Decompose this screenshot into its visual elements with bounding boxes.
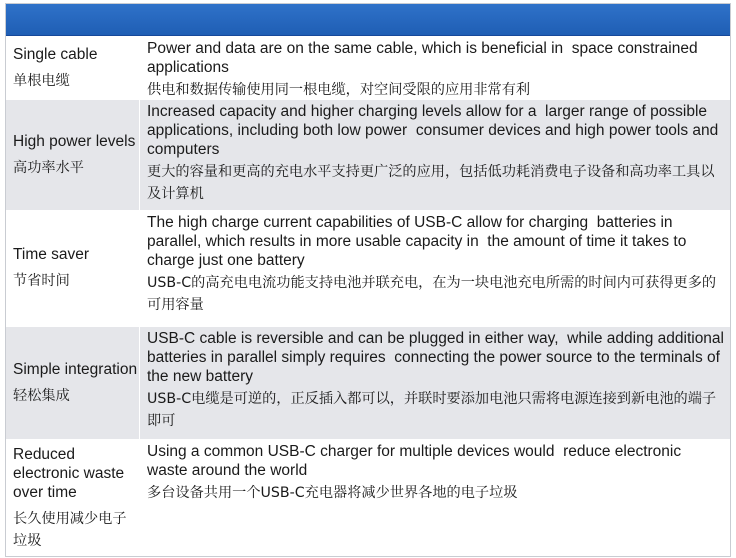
feature-cell	[6, 211, 139, 326]
description-en: The high charge current capabilities of USB-C allow for charging batteries in parallel, which results in more usable capacity in the amount of time it takes to charge just one battery	[147, 214, 691, 269]
table-row-high-power	[6, 99, 730, 210]
table-row-reduced-waste	[6, 439, 730, 556]
description-zh: 更大的容量和更高的充电水平支持更广泛的应用，包括低功耗消费电子设备和高功率工具以及计算机	[147, 164, 715, 202]
feature-label-zh: 单根电缆	[13, 72, 70, 89]
description-cell	[139, 37, 730, 99]
table-row-time-saver	[6, 210, 730, 326]
feature-label-en: Simple integration	[13, 360, 138, 378]
feature-cell	[6, 440, 139, 556]
feature-label-zh: 节省时间	[13, 273, 70, 289]
table-header-bar	[6, 4, 730, 36]
description-en: Power and data are on the same cable, which is beneficial in space constrained applications	[147, 40, 702, 76]
feature-label-en: Time saver	[13, 246, 90, 263]
description-en: USB-C cable is reversible and can be plugged in either way, while adding additional batteries in parallel simply requires connecting the power source to the terminals of the new battery	[147, 330, 729, 385]
description-zh: USB-C电缆是可逆的，正反插入都可以，并联时要添加电池只需将电源连接到新电池的端子即可	[147, 391, 717, 429]
feature-cell	[6, 327, 139, 439]
description-cell	[139, 100, 730, 210]
feature-label-zh: 轻松集成	[13, 387, 70, 404]
feature-label-en: Reduced electronic waste over time	[13, 445, 125, 501]
feature-label-en: Single cable	[13, 45, 98, 63]
description-zh: 多台设备共用一个USB-C充电器将减少世界各地的电子垃圾	[147, 485, 518, 501]
feature-label-zh: 长久使用减少电子垃圾	[13, 510, 127, 549]
description-cell	[139, 211, 730, 326]
description-zh: 供电和数据传输使用同一根电缆，对空间受限的应用非常有利	[147, 82, 531, 98]
comparison-table	[5, 3, 731, 557]
description-cell	[139, 440, 730, 556]
feature-label-zh: 高功率水平	[13, 159, 84, 176]
table-row-single-cable	[6, 36, 730, 99]
table-row-simple-integration	[6, 326, 730, 439]
feature-cell	[6, 37, 139, 99]
feature-label-en: High power levels	[13, 132, 136, 150]
description-en: Using a common USB-C charger for multiple devices would reduce electronic waste around the world	[147, 443, 686, 479]
description-zh: USB-C的高充电电流功能支持电池并联充电，在为一块电池充电所需的时间内可获得更多的可用容量	[147, 275, 717, 313]
description-cell	[139, 327, 730, 439]
feature-cell	[6, 100, 139, 210]
description-en: Increased capacity and higher charging levels allow for a larger range of possible applications, including both low power consumer devices and high power tools and computers	[147, 103, 723, 158]
